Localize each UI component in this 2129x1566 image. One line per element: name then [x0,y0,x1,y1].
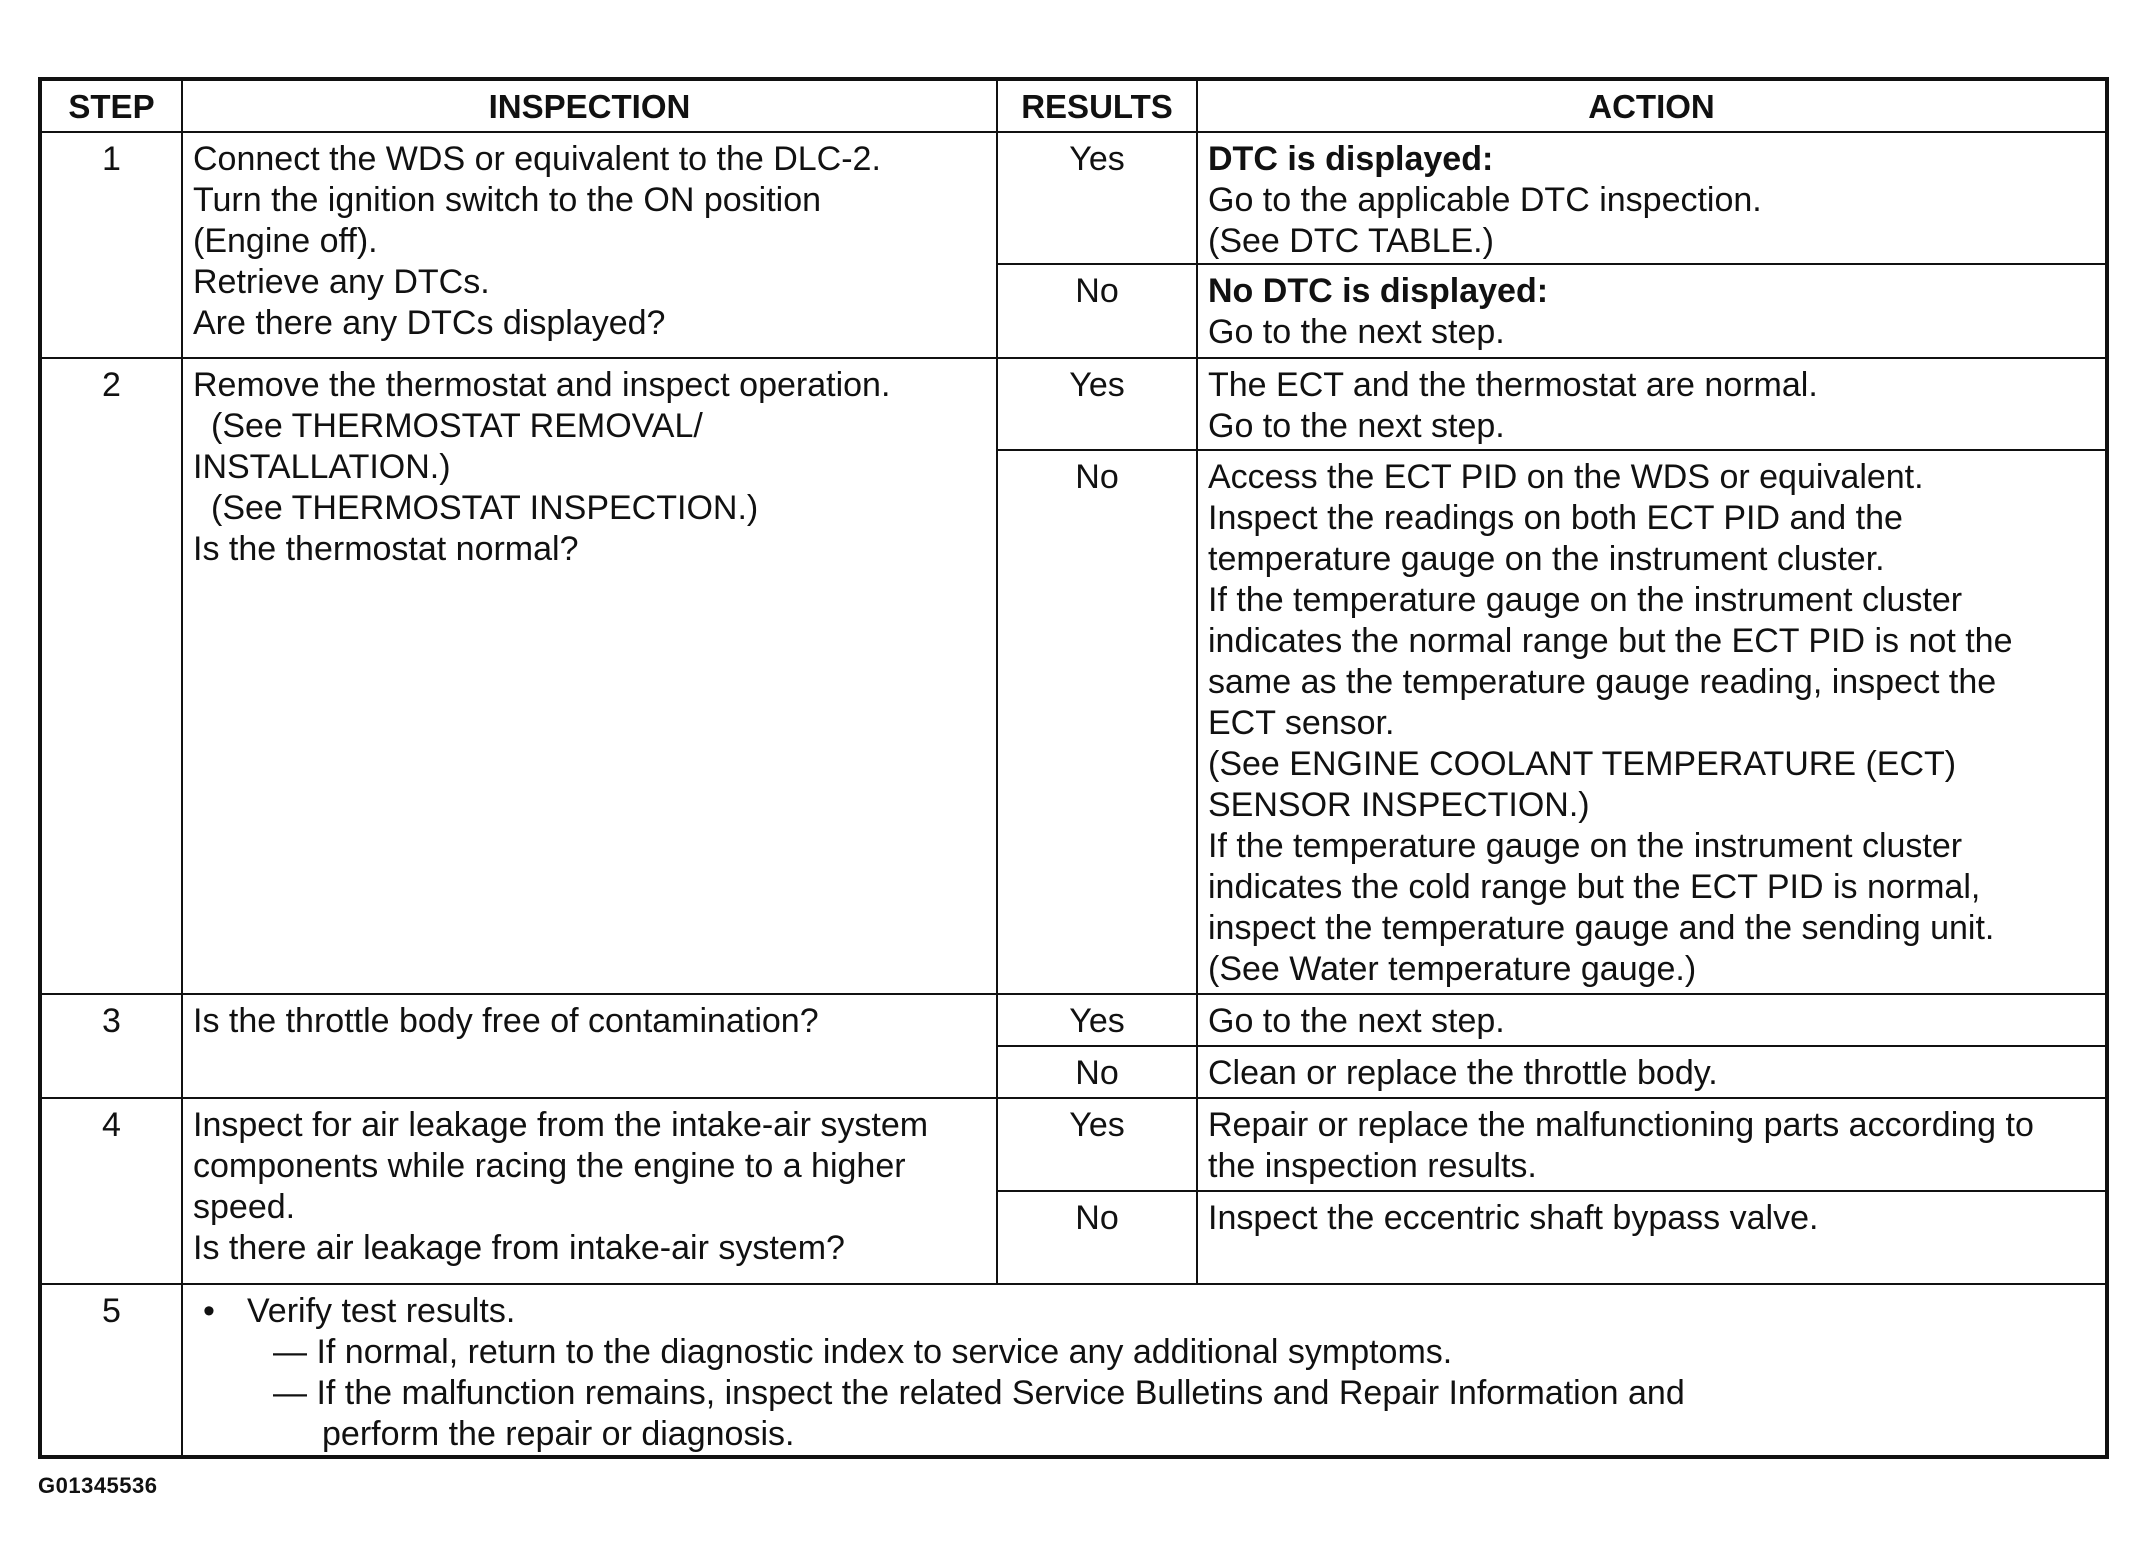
bullet-item [203,1291,2085,1332]
action-line: temperature gauge on the instrument cluster. [1208,540,1885,578]
action-line: Repair or replace the malfunctioning parts according to [1208,1106,2034,1144]
step-4-inspection [182,1098,997,1284]
inspection-line: Are there any DTCs displayed? [193,304,666,342]
action-line: indicates the cold range but the ECT PID is normal, [1208,868,1981,906]
inspection-line: Retrieve any DTCs. [193,263,490,301]
step-1-inspection [182,132,997,358]
action-title: No DTC is displayed: [1208,272,1549,310]
step-2-no-action [1197,450,2107,994]
result-no: No [997,264,1197,358]
inspection-line: Remove the thermostat and inspect operation. [193,366,891,404]
dash-item: — If normal, return to the diagnostic index to service any additional symptoms. [273,1333,1453,1371]
result-yes: Yes [997,358,1197,450]
step-3-yes-row [40,994,2107,1046]
action-title: DTC is displayed: [1208,140,1494,178]
step-5-row [40,1284,2107,1457]
action-line: (See DTC TABLE.) [1208,222,1494,260]
action-line: Go to the applicable DTC inspection. [1208,181,1762,219]
header-inspection: INSPECTION [182,79,997,132]
result-yes: Yes [997,1098,1197,1191]
step-number: 2 [40,358,182,994]
result-yes: Yes [997,994,1197,1046]
dash-item: — If the malfunction remains, inspect the related Service Bulletins and Repair Information and [273,1374,1685,1412]
inspection-line: (See THERMOSTAT INSPECTION.) [211,489,759,527]
step-2-yes-row [40,358,2107,450]
result-yes: Yes [997,132,1197,264]
step-2-yes-action [1197,358,2107,450]
inspection-line: Is the thermostat normal? [193,530,579,568]
step-3-no-action [1197,1046,2107,1098]
step-4-yes-action [1197,1098,2107,1191]
inspection-line: INSTALLATION.) [193,448,451,486]
action-line: If the temperature gauge on the instrument cluster [1208,827,1963,865]
action-line: the inspection results. [1208,1147,1537,1185]
action-line: (See Water temperature gauge.) [1208,950,1697,988]
header-row [40,79,2107,132]
inspection-line: speed. [193,1188,296,1226]
action-line: ECT sensor. [1208,704,1395,742]
step-1-yes-action [1197,132,2107,264]
step-4-no-action [1197,1191,2107,1284]
step-4-yes-row [40,1098,2107,1191]
action-line: Go to the next step. [1208,407,1505,445]
action-line: Inspect the readings on both ECT PID and the [1208,499,1903,537]
action-line: indicates the normal range but the ECT PID is not the [1208,622,2013,660]
inspection-line: Is there air leakage from intake-air system? [193,1229,845,1267]
header-results: RESULTS [997,79,1197,132]
result-no: No [997,450,1197,994]
action-line: Go to the next step. [1208,1002,1505,1040]
bullet-text: Verify test results. [247,1292,516,1330]
action-line: inspect the temperature gauge and the sending unit. [1208,909,1995,947]
action-line: Access the ECT PID on the WDS or equivalent. [1208,458,1924,496]
inspection-line: Inspect for air leakage from the intake-air system [193,1106,929,1144]
inspection-line: (Engine off). [193,222,378,260]
step-3-inspection [182,994,997,1098]
inspection-line: components while racing the engine to a higher [193,1147,906,1185]
action-line: same as the temperature gauge reading, inspect the [1208,663,1997,701]
inspection-line: Turn the ignition switch to the ON position [193,181,822,219]
step-number: 3 [40,994,182,1098]
step-5-content [182,1284,2107,1457]
inspection-line: (See THERMOSTAT REMOVAL/ [211,407,703,445]
action-line: If the temperature gauge on the instrument cluster [1208,581,1963,619]
bullet-icon: • [203,1292,215,1330]
figure-code: G01345536 [38,1473,158,1498]
diagnostic-table [38,77,2109,1459]
action-line: The ECT and the thermostat are normal. [1208,366,1818,404]
inspection-line: Is the throttle body free of contamination? [193,1002,819,1040]
dash-item-continuation: perform the repair or diagnosis. [322,1415,795,1453]
header-action: ACTION [1197,79,2107,132]
step-number: 5 [40,1284,182,1457]
action-line: SENSOR INSPECTION.) [1208,786,1590,824]
step-number: 4 [40,1098,182,1284]
inspection-line: Connect the WDS or equivalent to the DLC-2. [193,140,881,178]
action-line: Go to the next step. [1208,313,1505,351]
action-line: Clean or replace the throttle body. [1208,1054,1718,1092]
step-1-no-action [1197,264,2107,358]
step-number: 1 [40,132,182,358]
result-no: No [997,1046,1197,1098]
step-3-yes-action [1197,994,2107,1046]
step-2-inspection [182,358,997,994]
result-no: No [997,1191,1197,1284]
step-1-yes-row [40,132,2107,264]
action-line: Inspect the eccentric shaft bypass valve. [1208,1199,1819,1237]
action-line: (See ENGINE COOLANT TEMPERATURE (ECT) [1208,745,1957,783]
header-step: STEP [40,79,182,132]
